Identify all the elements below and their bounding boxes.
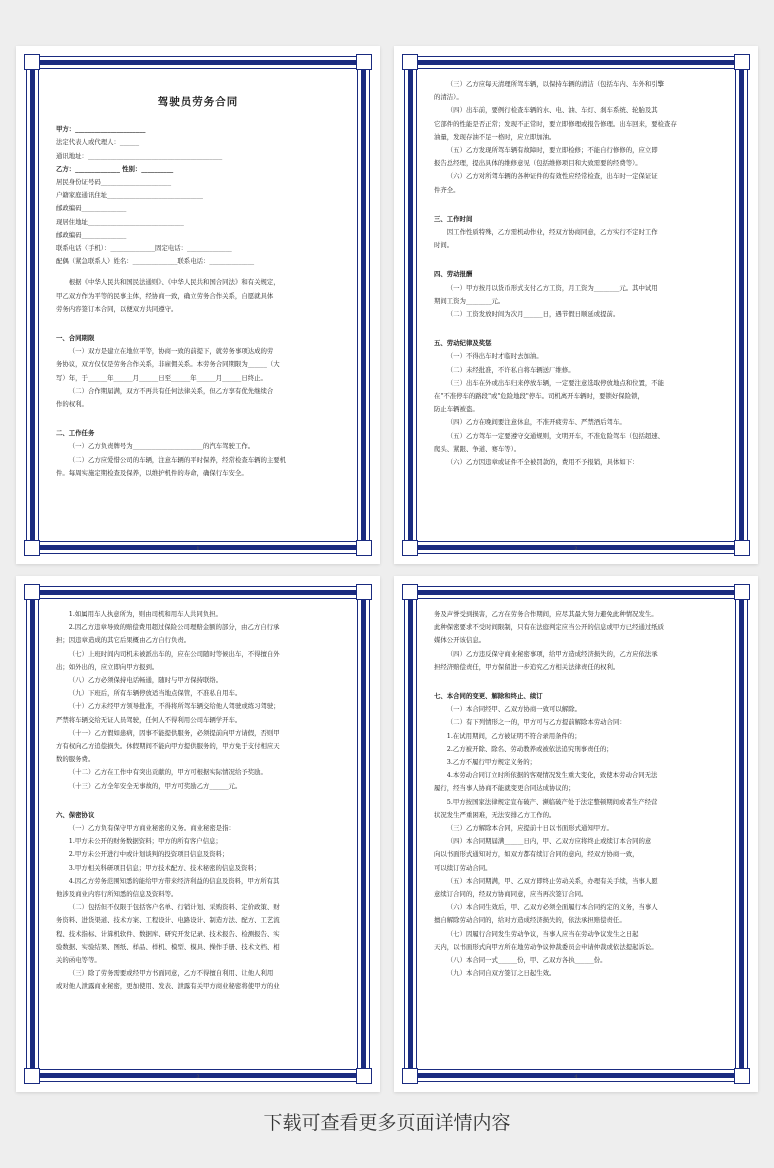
text-line: （一）乙方负有保守甲方商业秘密的义务。商业秘密是指： <box>68 824 235 833</box>
section-heading: 五、劳动纪律及奖惩 <box>434 339 492 348</box>
text-line: （三）乙方应每天清理所驾车辆，以保持车辆的清洁（包括车内、车外和引擎 <box>446 80 665 88</box>
text-line: 意续订合同的，经双方协商同意，应当再次签订合同。 <box>434 890 588 899</box>
text-line: （六）本合同生效后，甲、乙双方必须全面履行本合同约定的义务，当事人 <box>446 903 658 912</box>
text-line: 报告总经理，提出具体的维修意见（包括维修项目和大致需要的经费等）。 <box>434 159 642 168</box>
text-line: （九）本合同自双方签订之日起生效。 <box>446 969 556 978</box>
text-line: （二）乙方应爱惜公司的车辆，注意车辆的平时保养，经常检查车辆的主要机 <box>68 455 287 464</box>
contract-page-1 <box>16 46 380 564</box>
page-number: 4 <box>574 1074 578 1080</box>
text-line: 关的函电等等。 <box>56 956 101 965</box>
text-line: 劳务内容签订本合同，以便双方共同遵守。 <box>56 304 178 313</box>
text-line: 爬头、紧跟、争道、赛车等）。 <box>434 444 521 453</box>
download-more-link[interactable]: 下载可查看更多页面详情内容 <box>263 1112 511 1134</box>
text-line: （一）乙方负责牌号为______________________的汽车驾驶工作。 <box>68 442 255 451</box>
text-line: （二）包括但不仅限于包括客户名单、行销计划、采购资料、定价政策、财 <box>68 903 280 912</box>
text-line <box>434 252 718 260</box>
page-lines <box>56 608 340 994</box>
text-line: （一）甲方按月以货币形式支付乙方工资，月工资为________元。其中试用 <box>446 283 658 292</box>
text-line: 可以续订劳动合同。 <box>434 863 492 872</box>
section-heading: 二、工作任务 <box>56 429 95 438</box>
text-line: 甲方：______________________ <box>56 125 146 134</box>
text-line: 件齐全。 <box>434 185 460 194</box>
text-line: 油量，发现存油不足一格时，应立即加油。 <box>434 132 556 141</box>
page-content <box>56 78 340 524</box>
page-lines <box>434 608 718 980</box>
text-line <box>56 316 340 324</box>
text-line: 4.本劳动合同订立时所依据的客观情况发生重大变化，致使本劳动合同无法 <box>446 771 658 780</box>
text-line: 担经济赔偿责任，甲方保留进一步追究乙方相关法律责任的权利。 <box>434 662 620 671</box>
text-line: 务资料、进货渠道、技术方案、工程设计、电路设计、制造方法、配方、工艺流 <box>56 916 280 925</box>
text-line: （四）乙方在晚间要注意休息，不准开疲劳车、严禁酒后驾车。 <box>446 418 626 427</box>
text-line: 写）年，于______年______月______日至______年______月______日终止。 <box>56 373 267 382</box>
text-line <box>434 674 718 682</box>
text-line <box>56 268 340 276</box>
section-heading: 七、本合同的变更、解除和终止、续订 <box>434 692 543 701</box>
text-line: 数的服务费。 <box>56 755 95 764</box>
text-line: （七）上班时间内司机未被派出车的，应在公司随时等候出车，不得擅自外 <box>68 649 280 658</box>
text-line: 居民身份证号码______________________ <box>56 178 172 187</box>
text-line: 1.在试用期间，乙方被证明不符合录用条件的； <box>446 731 581 740</box>
text-line: 配偶（紧急联系人）姓名：______________联系电话：______________ <box>56 257 255 266</box>
text-line: 通讯地址：__________________________________________ <box>56 151 223 160</box>
text-line: 的清洁）。 <box>434 93 463 102</box>
text-line: 2.因乙方违章导致的赔偿费用超过保险公司理赔金额的部分，由乙方自行承 <box>68 623 280 632</box>
text-line: 严禁将车辆交给无证人员驾驶，任何人不得利用公司车辆学开车。 <box>56 715 242 724</box>
text-line: （二）未经批准，不许私自将车辆送厂维修。 <box>446 365 575 374</box>
text-line: （十三）乙方全年安全无事故的，甲方可奖励乙方______元。 <box>68 781 242 790</box>
text-line: （十）乙方未经甲方领导批准，不得将所驾车辆交给他人驾驶或练习驾驶； <box>68 702 280 711</box>
text-line: （八）乙方必须保持电话畅通，随时与甲方保持联络。 <box>68 676 223 685</box>
text-line: （六）乙方对所驾车辆的各种证件的有效性应经常检查，出车时一定保证证 <box>446 172 658 181</box>
text-line: （二）工资发放时间为次月______日，遇节假日顺延或提前。 <box>446 310 620 319</box>
text-line: 4.因乙方劳务范围知悉的能给甲方带来经济利益的信息及资料，甲方所有其 <box>68 876 280 885</box>
text-line: 防止车辆被盗。 <box>434 405 479 414</box>
contract-title: 驾驶员劳务合同 <box>157 96 239 108</box>
text-line: 件。每周实施定期检查及保养，以维护机件的寿命，确保行车安全。 <box>56 468 248 477</box>
text-line: （五）本合同期满，甲、乙双方即终止劳动关系，办理有关手续，当事人愿 <box>446 876 658 885</box>
text-line: 法定代表人或代理人：______ <box>56 138 140 147</box>
text-line: 在"不准停车的路段"或"危险地段"停车。司机离开车辆时，要锁好保险锁， <box>434 392 644 401</box>
page-lines <box>434 78 718 469</box>
text-line: 务及声誉受到损害，乙方在劳务合作期间，应尽其最大努力避免此种情况发生。 <box>434 610 658 618</box>
text-line: （一）本合同经甲、乙双方协商一致可以解除。 <box>446 705 581 714</box>
text-line: 1.甲方未公开的财务数据资料；甲方的所有客户信息； <box>68 837 222 846</box>
contract-page-2 <box>394 46 758 564</box>
text-line: 联系电话（手机）：______________固定电话：______________ <box>56 244 232 253</box>
text-line: （二）有下列情形之一的，甲方可与乙方提前解除本劳动合同： <box>446 718 626 727</box>
text-line: 天内，以书面形式向甲方所在地劳动争议仲裁委员会申请仲裁或依法提起诉讼。 <box>434 942 658 951</box>
text-line: （九）下班后，所有车辆停放适当地点保管，不准私自用车。 <box>68 689 242 698</box>
text-line: 根据《中华人民共和国民法通则》、《中华人民共和国合同法》和有关规定， <box>68 278 280 287</box>
text-line: （四）乙方违反保守商业秘密事项，给甲方造成经济损失的，乙方应依法承 <box>446 649 658 658</box>
text-line: 作的权利。 <box>56 400 88 409</box>
text-line: 甲乙双方作为平等的民事主体，经协商一致，确立劳务合作关系，自愿就具体 <box>56 291 274 300</box>
page-lines <box>56 123 340 480</box>
text-line: 此种保密要求不受时间限制，只有在法庭判定应当公开的信息或甲方已经通过纸质 <box>434 623 665 632</box>
text-line: 务协议，双方仅仅是劳务合作关系，非雇佣关系。本劳务合同期限为______（大 <box>56 360 280 369</box>
text-line: （十二）乙方在工作中有突出贡献的，甲方可根据实际情况给予奖励。 <box>68 768 267 777</box>
text-line: 担；因违章造成的其它后果概由乙方自行负责。 <box>56 636 191 645</box>
section-heading: 一、合同期限 <box>56 334 95 343</box>
text-line: （五）乙方发现所驾车辆有故障时，要立即检修；不能自行修修的，应立即 <box>446 146 658 155</box>
text-line: 验数据、实验结果、图纸、样品、样机、模型、模具、操作手册、技术文档、相 <box>56 942 280 951</box>
text-line: （三）除了劳务需要或经甲方书面同意，乙方不得擅自利用、让他人利用 <box>68 969 274 978</box>
contract-page-3 <box>16 576 380 1092</box>
page-number: 3 <box>196 1074 200 1080</box>
page-content <box>434 78 718 524</box>
text-line: 1.如属用车人执意所为，则由司机和用车人共同负担。 <box>68 610 222 618</box>
text-line: 它部件的性能是否正常；发现不正常时，要立即修理或报告修理。出车回来，要检查存 <box>434 119 677 128</box>
text-line <box>56 411 340 419</box>
text-line: 他涉及商业内容行所知悉的信息及资料等。 <box>56 890 178 899</box>
text-line <box>434 321 718 329</box>
page-content <box>56 608 340 1052</box>
text-line: （十一）乙方假如患病，因事不能提供服务，必须提前向甲方请假，否则甲 <box>68 728 280 737</box>
text-line: （四）本合同期届满______日内，甲、乙双方应将终止或续订本合同的意 <box>446 837 652 846</box>
text-line: 媒体公开该信息。 <box>434 636 486 645</box>
text-line: 程、技术指标、计算机软件、数据库、研究开发记录、技术报告、检测报告、实 <box>56 929 280 938</box>
section-heading: 四、劳动报酬 <box>434 270 473 279</box>
text-line: 期间工资为________元。 <box>434 296 505 305</box>
text-line: 状况发生严重困难，无法安排乙方工作的。 <box>434 810 556 819</box>
text-line: 2.乙方被开除、除名、劳动教养或被依法追究刑事责任的； <box>446 744 613 753</box>
text-line: 方有权向乙方追偿损失。休假期间不能向甲方提供服务的，甲方免于支付相应天 <box>56 742 280 751</box>
text-line <box>434 197 718 205</box>
text-line: （六）乙方因违章或证件不全被罚款的，费用不予报销，具体如下： <box>446 458 639 467</box>
text-line: （八）本合同一式______份，甲、乙双方各执______份。 <box>446 956 607 965</box>
contract-page-4 <box>394 576 758 1092</box>
text-line: （五）乙方驾车一定要遵守交通规则，文明开车，不准危险驾车（包括超速、 <box>446 431 665 440</box>
text-line <box>56 793 340 801</box>
text-line: 邮政编码______________ <box>56 204 127 213</box>
text-line: 3.甲方相关科研项目信息；甲方技术配方、技术秘密的信息及资料； <box>68 863 261 872</box>
page-number: 1 <box>196 546 200 552</box>
text-line: 出；如外出的，应立即向甲方报到。 <box>56 662 159 671</box>
text-line: 乙方：______________ 性别：__________ <box>56 164 174 173</box>
page-number: 2 <box>574 546 578 552</box>
text-line: 户籍家庭通讯住址______________________________ <box>56 191 203 200</box>
text-line: （七）因履行合同发生劳动争议，当事人应当在劳动争议发生之日起 <box>446 929 639 938</box>
text-line: 履行，经当事人协商不能就变更合同达成协议的； <box>434 784 575 793</box>
text-line: 因工作性质特殊，乙方需机动作业，经双方协商同意，乙方实行不定时工作 <box>446 228 658 237</box>
text-line: 时间。 <box>434 241 454 250</box>
text-line: 擅自解除劳动合同的，给对方造成经济损失的，依法承担赔偿责任。 <box>434 916 626 925</box>
text-line: （一）不得出车时才临时去加油。 <box>446 352 543 361</box>
text-line: （三）乙方解除本合同，应提前十日以书面形式通知甲方。 <box>446 824 613 833</box>
text-line: 3.乙方不履行甲方规定义务的； <box>446 758 536 767</box>
text-line: 现居住地址______________________________ <box>56 217 184 226</box>
text-line: 2.甲方未公开进行中或计划谈判的投资项目信息及资料； <box>68 850 229 859</box>
section-heading: 三、工作时间 <box>434 214 473 223</box>
text-line: （二）合作期届满，双方不再共有任何法律关系，但乙方享有优先继续合 <box>68 386 274 395</box>
text-line: 5.甲方按国家法律规定宣布破产、濒临破产处于法定整顿期间或者生产经营 <box>446 797 658 806</box>
text-line: 向以书面形式通知对方，如双方都有续订合同的意向，经双方协商一致， <box>434 850 639 859</box>
text-line: （四）出车前，要例行检查车辆的水、电、油、车灯、刹车系统、轮胎及其 <box>446 106 658 115</box>
text-line: 或对他人泄露商业秘密，更加使用、发表、泄露有关甲方商业秘密将使甲方的业 <box>56 982 280 991</box>
text-line: 邮政编码______________ <box>56 230 127 239</box>
section-heading: 六、保密协议 <box>56 810 95 819</box>
text-line: （一）双方是建立在地位平等，协商一致的前提下，就劳务事项达成的劳 <box>68 347 274 356</box>
page-content <box>434 608 718 1052</box>
text-line: （三）出车在外或出车归来停放车辆，一定要注意选取停放地点和位置，不能 <box>446 378 665 387</box>
